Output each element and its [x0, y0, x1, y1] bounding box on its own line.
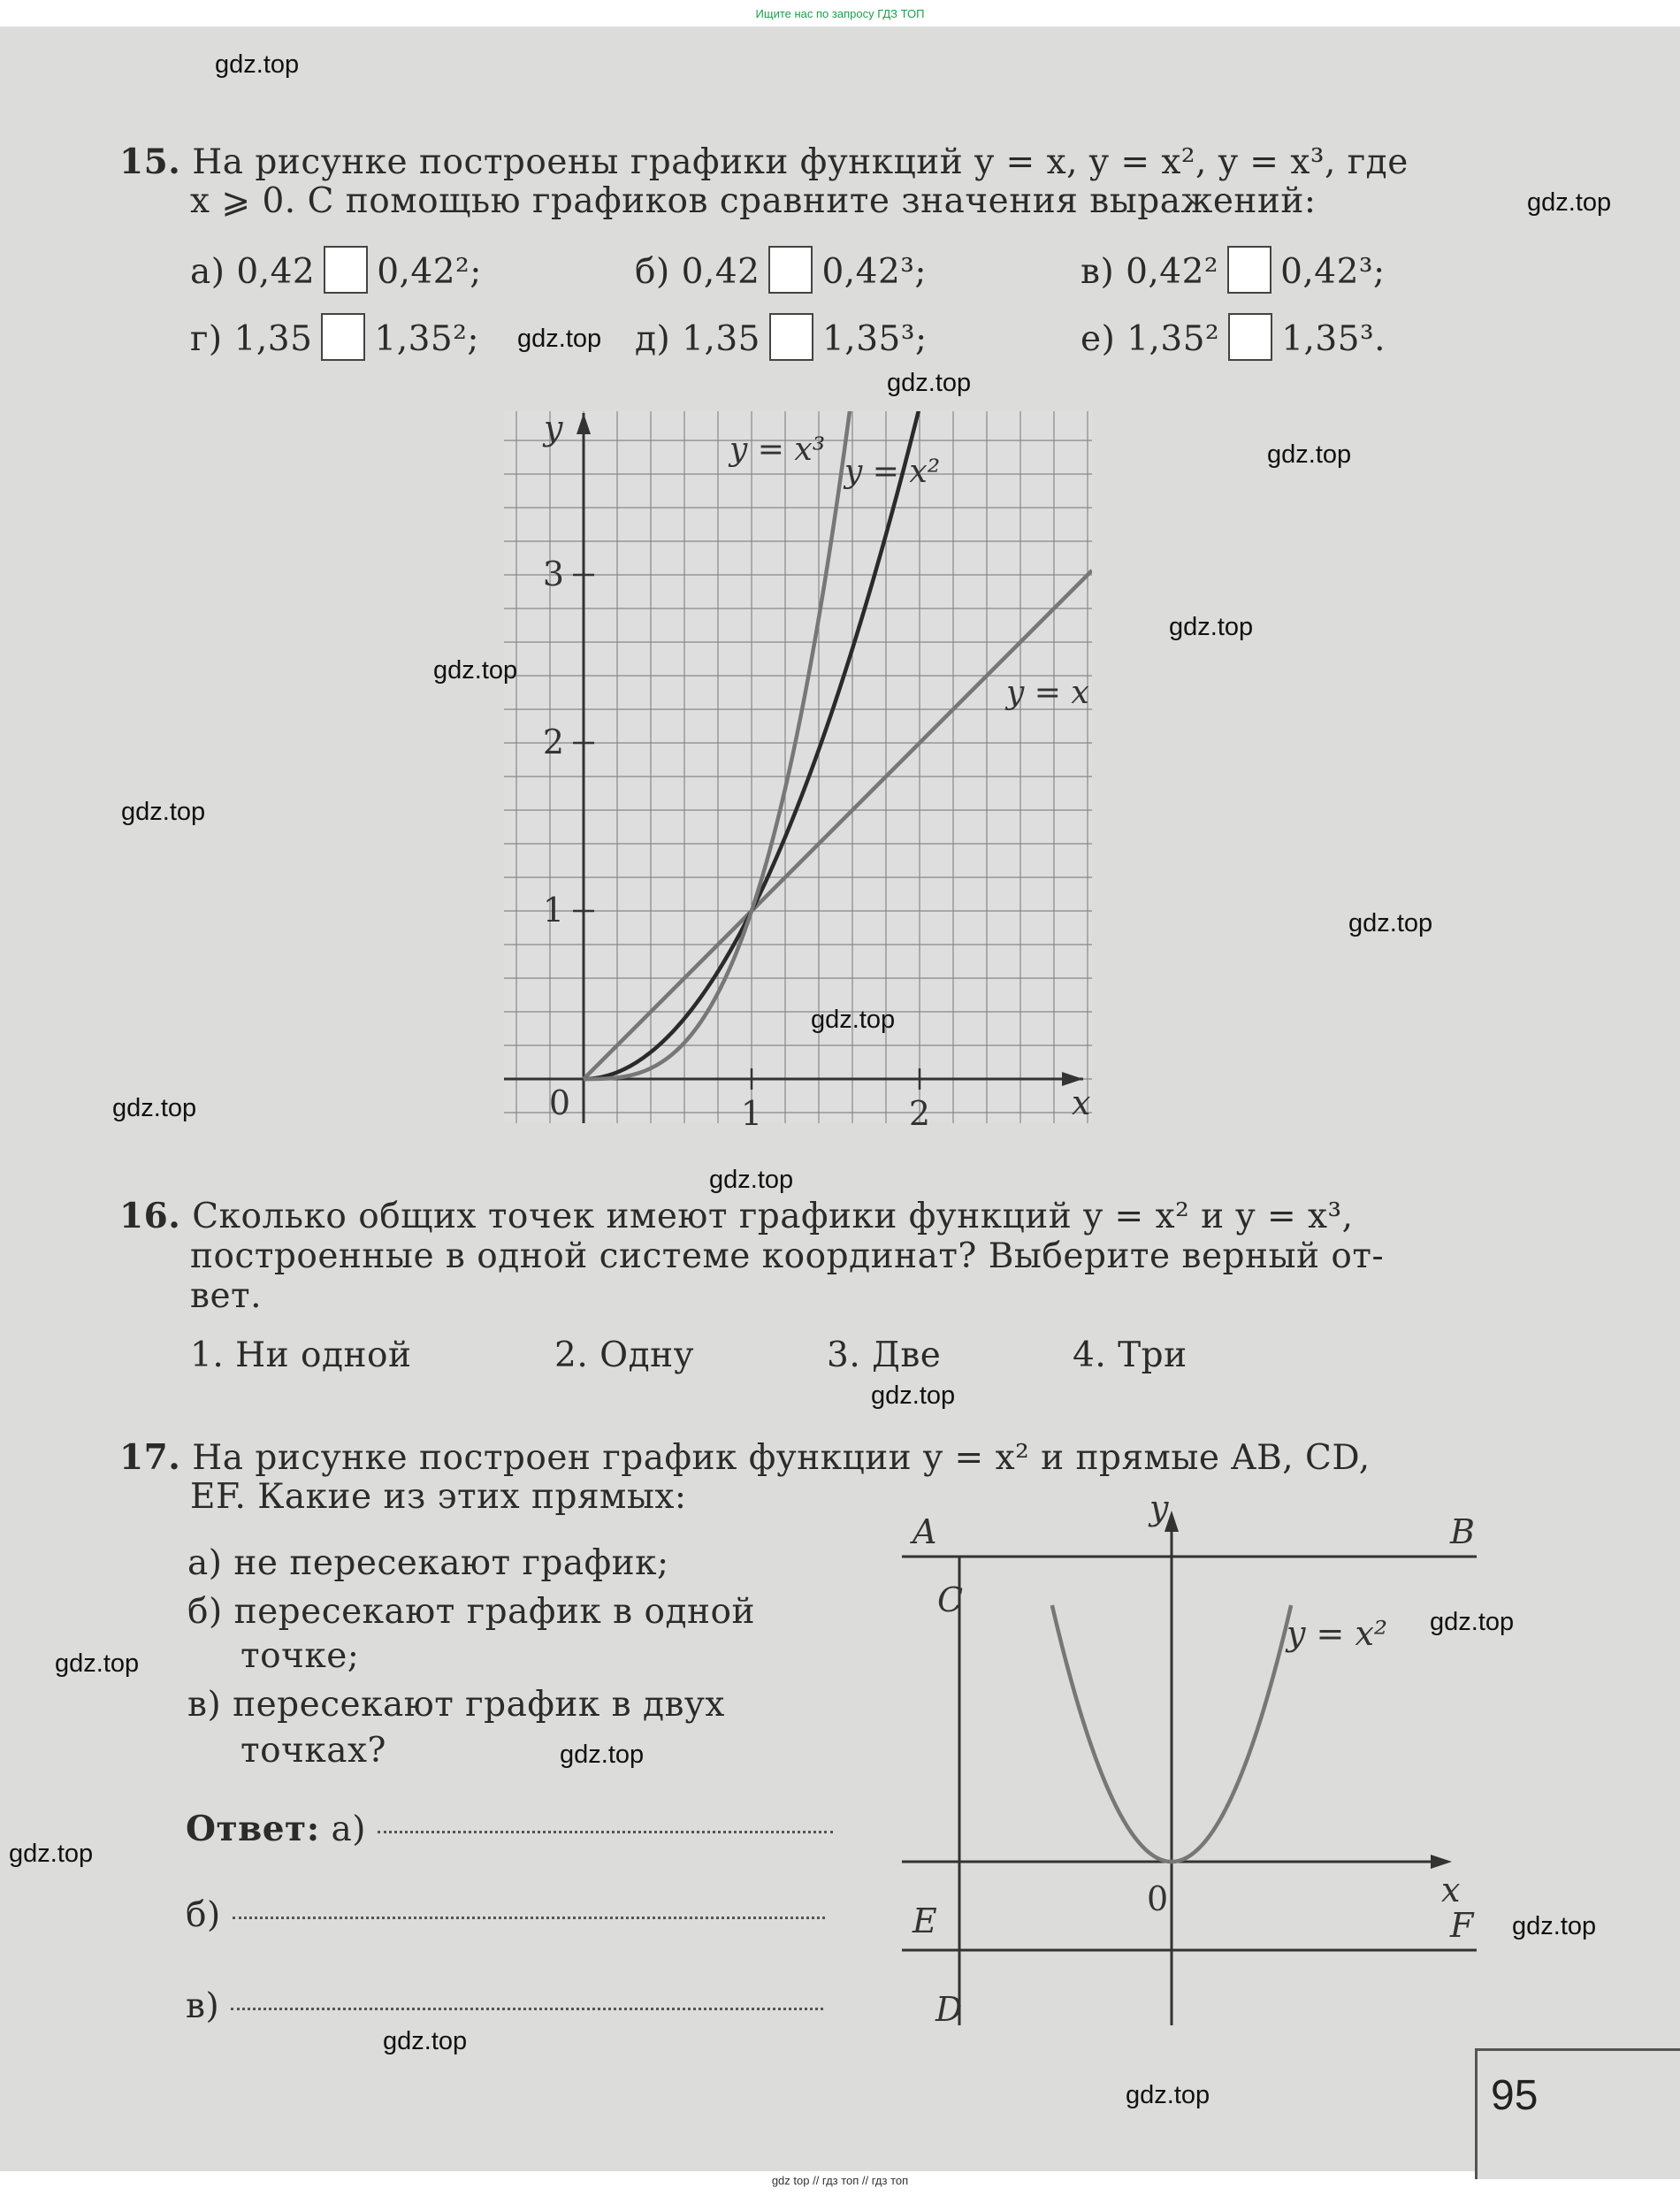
- task16-option-3[interactable]: 3. Две: [827, 1335, 942, 1375]
- chart1-grid-bg: [504, 411, 1092, 1123]
- origin-label: 0: [548, 1083, 570, 1122]
- origin-label: 0: [1147, 1879, 1169, 1918]
- watermark: gdz.top: [112, 1094, 197, 1122]
- watermark: gdz.top: [1169, 613, 1254, 641]
- task15-item-d: д) 1,35 1,35³;: [635, 313, 928, 361]
- watermark: gdz.top: [383, 2027, 468, 2055]
- task15-item-e: е) 1,35² 1,35³.: [1081, 313, 1386, 361]
- x-tick-label: 2: [908, 1094, 931, 1133]
- task15-text-2: x ⩾ 0. С помощью графиков сравните значения выражений:: [190, 181, 1317, 221]
- y-axis-label: y: [1149, 1495, 1169, 1527]
- top-search-link[interactable]: Ищите нас по запросу ГДЗ ТОП: [755, 7, 925, 20]
- watermark: gdz.top: [55, 1649, 140, 1678]
- answer-field-v[interactable]: [231, 2008, 823, 2010]
- task15-number: 15.: [119, 142, 181, 182]
- task17-text-1: На рисунке построен график функции y = x² и прямые AB, CD,: [192, 1438, 1371, 1478]
- task17-item-b-cont: точке;: [241, 1636, 360, 1676]
- y-tick-label: 2: [542, 723, 564, 761]
- task15-item-b: б) 0,42 0,42³;: [635, 246, 927, 294]
- watermark: gdz.top: [1512, 1912, 1597, 1940]
- point-A: A: [913, 1512, 937, 1551]
- task15-item-a: а) 0,42 0,42²;: [190, 246, 482, 294]
- point-E: E: [913, 1901, 937, 1940]
- task16-option-2[interactable]: 2. Одну: [554, 1335, 695, 1375]
- task17-item-v: в) пересекают график в двух: [187, 1685, 725, 1725]
- point-C: C: [937, 1580, 964, 1619]
- task17-item-b: б) пересекают график в одной: [187, 1592, 755, 1632]
- y-axis-label: y: [544, 409, 563, 448]
- point-D: D: [935, 1990, 963, 2029]
- answer-box-d[interactable]: [769, 313, 813, 361]
- x-axis-label: x: [1441, 1871, 1461, 1909]
- point-F: F: [1450, 1906, 1474, 1945]
- answer-box-a[interactable]: [324, 246, 368, 294]
- y-tick-label: 1: [542, 891, 564, 930]
- point-B: B: [1450, 1512, 1475, 1551]
- watermark: gdz.top: [433, 656, 518, 685]
- task16-text-3: вет.: [190, 1276, 263, 1316]
- task17-item-v-cont: точках?: [241, 1731, 386, 1771]
- x-axis-arrow: [1431, 1855, 1452, 1869]
- task15-line1: [119, 142, 1409, 182]
- chart2-lines: [902, 1511, 1477, 2025]
- answer-box-e[interactable]: [1228, 313, 1272, 361]
- chart2-labels: [910, 1495, 1475, 2029]
- task16-text-2: построенные в одной системе координат? Выберите верный от-: [190, 1236, 1385, 1276]
- task17-item-a: а) не пересекают график;: [187, 1543, 669, 1583]
- chart1-grid: [504, 411, 1092, 1123]
- watermark: gdz.top: [709, 1166, 794, 1194]
- x-axis-label: x: [1072, 1083, 1091, 1122]
- watermark: gdz.top: [1348, 909, 1433, 937]
- answer-field-b[interactable]: [233, 1917, 825, 1919]
- task17-line1: [119, 1437, 1371, 1478]
- watermark: gdz.top: [871, 1381, 956, 1410]
- y-tick-label: 3: [542, 555, 564, 593]
- series-label: y = x³: [729, 432, 826, 468]
- bottom-link[interactable]: gdz top // гдз топ // гдз топ: [771, 2174, 909, 2187]
- watermark: gdz.top: [121, 798, 206, 826]
- task15-item-g: г) 1,35 1,35²;: [190, 313, 479, 361]
- watermark: gdz.top: [215, 50, 300, 79]
- x-tick-label: 1: [740, 1094, 763, 1133]
- task16-option-1[interactable]: 1. Ни одной: [190, 1335, 412, 1375]
- watermark: gdz.top: [1527, 188, 1612, 217]
- watermark: gdz.top: [560, 1741, 645, 1769]
- answer-box-b[interactable]: [768, 246, 813, 294]
- series-label: y = x: [1006, 675, 1089, 711]
- watermark: gdz.top: [887, 369, 972, 397]
- parabola-lines-chart: [902, 1495, 1503, 2034]
- task16-option-4[interactable]: 4. Три: [1073, 1335, 1187, 1375]
- task17-text-2: EF. Какие из этих прямых:: [190, 1477, 687, 1517]
- answer-row-b: б): [186, 1895, 825, 1935]
- task16-text-1: Сколько общих точек имеют графики функций y = x² и y = x³,: [192, 1197, 1354, 1236]
- series-label: y = x²: [1287, 1614, 1388, 1653]
- task17-number: 17.: [119, 1437, 181, 1478]
- watermark: gdz.top: [1430, 1608, 1515, 1636]
- answer-row-v: в): [186, 1986, 823, 2026]
- watermark: gdz.top: [517, 325, 602, 353]
- task15-text-1: На рисунке построены графики функций y = x, y = x², y = x³, где: [192, 142, 1409, 182]
- page-number: 95: [1491, 2072, 1539, 2119]
- answer-box-v[interactable]: [1227, 246, 1271, 294]
- task16-line1: [119, 1196, 1354, 1236]
- power-functions-chart: [495, 402, 1114, 1163]
- task15-item-v: в) 0,42² 0,42³;: [1081, 246, 1386, 294]
- answer-field-a[interactable]: [378, 1831, 833, 1833]
- watermark: gdz.top: [1126, 2081, 1210, 2109]
- watermark: gdz.top: [811, 1006, 896, 1034]
- answer-row-a: Ответ: а): [186, 1809, 833, 1849]
- answer-box-g[interactable]: [321, 313, 365, 361]
- task16-number: 16.: [119, 1196, 181, 1236]
- watermark: gdz.top: [1267, 440, 1352, 469]
- series-label: y = x²: [844, 454, 941, 490]
- watermark: gdz.top: [9, 1840, 94, 1868]
